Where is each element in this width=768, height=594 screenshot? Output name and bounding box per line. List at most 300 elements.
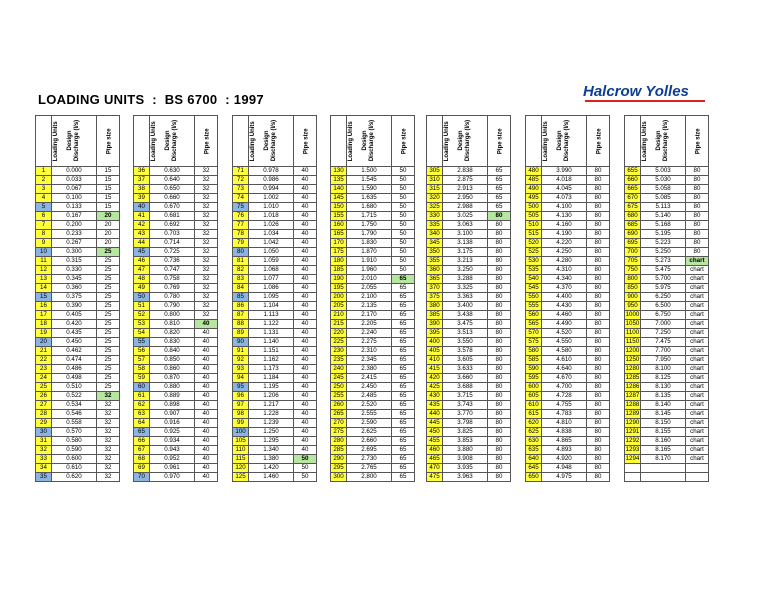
pipe-size-cell: 25 <box>97 284 120 293</box>
design-discharge-cell: 1.010 <box>249 203 294 212</box>
design-discharge-cell: 2.875 <box>443 176 488 185</box>
table-row <box>233 257 317 266</box>
loading-units-cell: 420 <box>427 374 443 383</box>
design-discharge-cell: 3.578 <box>443 347 488 356</box>
design-discharge-cell: 1.113 <box>249 311 294 320</box>
design-discharge-cell: 3.100 <box>443 230 488 239</box>
pipe-size-cell: 32 <box>97 446 120 455</box>
pipe-size-cell: 40 <box>294 212 317 221</box>
pipe-size-cell: 80 <box>488 302 511 311</box>
design-discharge-cell: 1.960 <box>347 266 392 275</box>
loading-units-cell: 54 <box>134 329 150 338</box>
loading-units-cell: 77 <box>233 221 249 230</box>
logo-underline <box>585 100 705 102</box>
pipe-size-cell: 80 <box>488 464 511 473</box>
pipe-size-cell: 25 <box>97 374 120 383</box>
design-discharge-cell: 4.460 <box>542 311 587 320</box>
pipe-size-cell: 32 <box>195 203 218 212</box>
loading-units-cell: 615 <box>526 410 542 419</box>
loading-units-cell: 85 <box>233 293 249 302</box>
pipe-size-cell: 65 <box>488 185 511 194</box>
table-row <box>134 185 218 194</box>
design-discharge-cell: 0.000 <box>52 167 97 176</box>
design-discharge-cell: 0.630 <box>150 167 195 176</box>
design-discharge-cell: 1.380 <box>249 455 294 464</box>
pipe-size-cell: 40 <box>294 185 317 194</box>
table-row <box>36 257 120 266</box>
table-row <box>134 392 218 401</box>
loading-units-cell: 480 <box>526 167 542 176</box>
table-row <box>526 185 610 194</box>
design-discharge-cell: 0.570 <box>52 428 97 437</box>
loading-units-table <box>330 115 415 482</box>
design-discharge-cell: 1.790 <box>347 230 392 239</box>
pipe-size-cell: chart <box>686 347 709 356</box>
loading-units-cell: 64 <box>134 419 150 428</box>
pipe-size-cell: 25 <box>97 320 120 329</box>
table-row <box>331 176 415 185</box>
pipe-size-cell: 50 <box>392 167 415 176</box>
design-discharge-cell: 0.580 <box>52 437 97 446</box>
loading-units-cell: 45 <box>134 248 150 257</box>
pipe-size-cell: 40 <box>294 401 317 410</box>
table-row <box>427 356 511 365</box>
pipe-size-cell: 32 <box>97 392 120 401</box>
table-row <box>625 248 709 257</box>
table-row <box>36 302 120 311</box>
header-design-discharge-label <box>458 120 471 161</box>
loading-units-cell: 91 <box>233 347 249 356</box>
header-loading-units <box>134 116 157 167</box>
pipe-size-cell: chart <box>686 275 709 284</box>
pipe-size-cell: 50 <box>392 230 415 239</box>
pipe-size-cell: 80 <box>587 185 610 194</box>
table-row <box>625 221 709 230</box>
design-discharge-cell: 0.747 <box>150 266 195 275</box>
pipe-size-cell: 65 <box>392 383 415 392</box>
loading-units-cell: 53 <box>134 320 150 329</box>
design-discharge-cell: 0.510 <box>52 383 97 392</box>
design-discharge-cell: 0.534 <box>52 401 97 410</box>
table-row <box>36 446 120 455</box>
design-discharge-cell: 4.580 <box>542 347 587 356</box>
loading-units-cell: 10 <box>36 248 52 257</box>
loading-units-cell: 70 <box>134 473 150 482</box>
design-discharge-cell: 2.010 <box>347 275 392 284</box>
table-row <box>134 239 218 248</box>
loading-units-cell: 335 <box>427 221 443 230</box>
design-discharge-cell: 3.363 <box>443 293 488 302</box>
pipe-size-cell: 25 <box>97 338 120 347</box>
table-row <box>427 221 511 230</box>
design-discharge-cell: 2.590 <box>347 419 392 428</box>
loading-units-cell: 430 <box>427 392 443 401</box>
design-discharge-cell: 8.155 <box>641 428 686 437</box>
pipe-size-cell: 80 <box>488 356 511 365</box>
table-row <box>427 473 511 482</box>
loading-units-cell: 635 <box>526 446 542 455</box>
table-row <box>625 347 709 356</box>
loading-units-cell: 35 <box>36 473 52 482</box>
pipe-size-cell: 20 <box>97 230 120 239</box>
loading-units-cell: 330 <box>427 212 443 221</box>
table-row <box>134 194 218 203</box>
header-design-line: Design <box>458 130 465 151</box>
table-row <box>134 419 218 428</box>
table-row <box>36 329 120 338</box>
table-row <box>331 221 415 230</box>
loading-units-cell: 175 <box>331 248 347 257</box>
table-row <box>625 365 709 374</box>
design-discharge-cell: 1.068 <box>249 266 294 275</box>
table-row <box>331 167 415 176</box>
table-row <box>134 401 218 410</box>
pipe-size-cell: 25 <box>97 365 120 374</box>
loading-units-cell: 660 <box>625 176 641 185</box>
pipe-size-cell: 32 <box>97 473 120 482</box>
table-row <box>36 311 120 320</box>
header-pipe-size <box>686 116 709 167</box>
loading-units-cell: 600 <box>526 383 542 392</box>
design-discharge-cell: 1.635 <box>347 194 392 203</box>
table-row <box>427 437 511 446</box>
table-row <box>331 194 415 203</box>
design-discharge-cell: 2.988 <box>443 203 488 212</box>
loading-units-cell: 690 <box>625 230 641 239</box>
pipe-size-cell: 80 <box>488 365 511 374</box>
table-row <box>331 347 415 356</box>
design-discharge-cell: 4.975 <box>542 473 587 482</box>
pipe-size-cell: 40 <box>195 437 218 446</box>
loading-units-cell: 31 <box>36 437 52 446</box>
loading-units-cell: 200 <box>331 293 347 302</box>
table-row <box>331 320 415 329</box>
design-discharge-cell: 0.820 <box>150 329 195 338</box>
table-row <box>331 212 415 221</box>
table-row <box>233 320 317 329</box>
loading-units-cell: 555 <box>526 302 542 311</box>
table-row <box>233 221 317 230</box>
header-loading-units <box>233 116 256 167</box>
pipe-size-cell: 65 <box>392 356 415 365</box>
table-row <box>526 194 610 203</box>
design-discharge-cell: 0.405 <box>52 311 97 320</box>
table-row <box>36 347 120 356</box>
pipe-size-cell: 50 <box>392 185 415 194</box>
pipe-size-cell: 25 <box>97 257 120 266</box>
loading-units-cell: 545 <box>526 284 542 293</box>
design-discharge-cell: 4.400 <box>542 293 587 302</box>
design-discharge-cell: 1.750 <box>347 221 392 230</box>
design-discharge-cell: 8.145 <box>641 410 686 419</box>
design-discharge-cell: 2.135 <box>347 302 392 311</box>
table-row <box>526 293 610 302</box>
design-discharge-cell: 4.250 <box>542 248 587 257</box>
table-row <box>427 257 511 266</box>
design-discharge-cell: 0.780 <box>150 293 195 302</box>
loading-units-cell: 275 <box>331 428 347 437</box>
header-design-line: Design <box>656 130 663 151</box>
pipe-size-cell: 80 <box>488 383 511 392</box>
loading-units-cell: 110 <box>233 446 249 455</box>
pipe-size-cell: 50 <box>392 176 415 185</box>
table-row <box>233 266 317 275</box>
loading-units-cell: 675 <box>625 203 641 212</box>
loading-units-cell: 220 <box>331 329 347 338</box>
pipe-size-cell: chart <box>686 320 709 329</box>
pipe-size-cell: 65 <box>392 437 415 446</box>
loading-units-cell: 48 <box>134 275 150 284</box>
loading-units-cell: 12 <box>36 266 52 275</box>
header-pipe-size <box>488 116 511 167</box>
loading-units-cell: 95 <box>233 383 249 392</box>
header-pipe-size-label: Pipe size <box>204 128 211 155</box>
loading-units-cell: 41 <box>134 212 150 221</box>
design-discharge-cell: 0.660 <box>150 194 195 203</box>
design-discharge-cell: 8.165 <box>641 446 686 455</box>
pipe-size-cell: 80 <box>587 203 610 212</box>
design-discharge-cell: 0.522 <box>52 392 97 401</box>
loading-units-cell: 160 <box>331 221 347 230</box>
table-row <box>625 428 709 437</box>
pipe-size-cell: 50 <box>392 266 415 275</box>
pipe-size-cell: 25 <box>97 329 120 338</box>
design-discharge-cell: 0.758 <box>150 275 195 284</box>
pipe-size-cell: 15 <box>97 167 120 176</box>
pipe-size-cell: 80 <box>587 455 610 464</box>
table-row <box>134 221 218 230</box>
design-discharge-cell: 2.950 <box>443 194 488 203</box>
design-discharge-cell: 3.908 <box>443 455 488 464</box>
design-discharge-cell: 4.490 <box>542 320 587 329</box>
design-discharge-cell: 4.948 <box>542 464 587 473</box>
table-row <box>427 203 511 212</box>
table-row <box>134 338 218 347</box>
table-row <box>526 383 610 392</box>
table-row <box>134 248 218 257</box>
loading-units-cell: 500 <box>526 203 542 212</box>
table-row <box>427 410 511 419</box>
pipe-size-cell: chart <box>686 302 709 311</box>
table-row <box>427 311 511 320</box>
pipe-size-cell: 50 <box>392 221 415 230</box>
loading-units-cell: 51 <box>134 302 150 311</box>
table-row <box>331 293 415 302</box>
table-row <box>625 374 709 383</box>
loading-units-cell: 81 <box>233 257 249 266</box>
design-discharge-cell: 0.907 <box>150 410 195 419</box>
design-discharge-cell: 0.590 <box>52 446 97 455</box>
pipe-size-cell: 25 <box>97 266 120 275</box>
pipe-size-cell: 40 <box>294 302 317 311</box>
table-row <box>427 428 511 437</box>
table-row <box>134 446 218 455</box>
table-row <box>427 176 511 185</box>
design-discharge-cell: 1.104 <box>249 302 294 311</box>
table-row <box>625 275 709 284</box>
design-discharge-cell: 2.240 <box>347 329 392 338</box>
table-row <box>233 401 317 410</box>
table-row <box>331 356 415 365</box>
design-discharge-cell: 0.769 <box>150 284 195 293</box>
pipe-size-cell: 80 <box>686 212 709 221</box>
loading-units-table <box>232 115 317 482</box>
pipe-size-cell: 40 <box>195 329 218 338</box>
table-row <box>526 437 610 446</box>
loading-units-cell: 285 <box>331 446 347 455</box>
loading-units-cell: 550 <box>526 293 542 302</box>
pipe-size-cell: 80 <box>587 428 610 437</box>
table-row <box>625 167 709 176</box>
pipe-size-cell: 32 <box>195 284 218 293</box>
table-row <box>625 311 709 320</box>
design-discharge-cell: 4.280 <box>542 257 587 266</box>
table-row <box>233 338 317 347</box>
design-discharge-cell: 5.030 <box>641 176 686 185</box>
loading-units-cell: 670 <box>625 194 641 203</box>
loading-units-cell: 300 <box>331 473 347 482</box>
design-discharge-cell: 3.250 <box>443 266 488 275</box>
design-discharge-cell: 0.450 <box>52 338 97 347</box>
pipe-size-cell: 40 <box>294 275 317 284</box>
design-discharge-cell: 3.325 <box>443 284 488 293</box>
loading-units-cell: 680 <box>625 212 641 221</box>
header-pipe-size-label: Pipe size <box>401 128 408 155</box>
table-row <box>526 311 610 320</box>
design-discharge-cell: 0.880 <box>150 383 195 392</box>
table-row <box>134 266 218 275</box>
design-discharge-cell: 2.838 <box>443 167 488 176</box>
table-row <box>233 311 317 320</box>
design-discharge-cell: 0.435 <box>52 329 97 338</box>
pipe-size-cell: 65 <box>392 338 415 347</box>
table-row <box>134 257 218 266</box>
design-discharge-cell: 5.975 <box>641 284 686 293</box>
table-row <box>233 464 317 473</box>
pipe-size-cell: 80 <box>488 266 511 275</box>
table-row <box>36 275 120 284</box>
pipe-size-cell: 80 <box>587 437 610 446</box>
design-discharge-cell: 0.330 <box>52 266 97 275</box>
header-pipe-size <box>294 116 317 167</box>
design-discharge-cell: 3.743 <box>443 401 488 410</box>
design-discharge-cell: 1.151 <box>249 347 294 356</box>
design-discharge-cell: 1.140 <box>249 338 294 347</box>
design-discharge-cell: 3.025 <box>443 212 488 221</box>
loading-units-cell: 57 <box>134 356 150 365</box>
design-discharge-cell: 3.475 <box>443 320 488 329</box>
design-discharge-cell: 2.345 <box>347 356 392 365</box>
loading-units-cell: 240 <box>331 365 347 374</box>
design-discharge-cell: 3.063 <box>443 221 488 230</box>
loading-units-cell: 58 <box>134 365 150 374</box>
loading-units-cell: 465 <box>427 455 443 464</box>
loading-units-cell: 94 <box>233 374 249 383</box>
design-discharge-cell: 0.558 <box>52 419 97 428</box>
table-row <box>427 374 511 383</box>
design-discharge-cell: 0.925 <box>150 428 195 437</box>
table-row <box>233 329 317 338</box>
pipe-size-cell: 40 <box>195 320 218 329</box>
loading-units-cell: 125 <box>233 473 249 482</box>
header-row <box>526 116 610 167</box>
design-discharge-cell: 8.125 <box>641 374 686 383</box>
header-pipe-size-label: Pipe size <box>497 128 504 155</box>
design-discharge-cell: 0.943 <box>150 446 195 455</box>
design-discharge-cell: 0.830 <box>150 338 195 347</box>
pipe-size-cell: 80 <box>587 464 610 473</box>
header-loading-units <box>427 116 450 167</box>
design-discharge-cell: 3.880 <box>443 446 488 455</box>
table-row <box>526 374 610 383</box>
pipe-size-cell: 32 <box>195 275 218 284</box>
pipe-size-cell: 80 <box>686 167 709 176</box>
pipe-size-cell: 65 <box>392 473 415 482</box>
pipe-size-cell: 65 <box>392 455 415 464</box>
table-row <box>625 320 709 329</box>
table-row <box>233 446 317 455</box>
table-row <box>134 473 218 482</box>
pipe-size-cell: 50 <box>392 239 415 248</box>
pipe-size-cell: 50 <box>392 194 415 203</box>
loading-units-cell: 1293 <box>625 446 640 453</box>
design-discharge-cell: 7.000 <box>641 320 686 329</box>
design-discharge-cell: 0.233 <box>52 230 97 239</box>
loading-units-cell <box>625 464 641 473</box>
loading-units-cell: 38 <box>134 185 150 194</box>
pipe-size-cell: 40 <box>294 194 317 203</box>
table-row <box>427 347 511 356</box>
design-discharge-cell: 8.140 <box>641 401 686 410</box>
loading-units-cell: 11 <box>36 257 52 266</box>
design-discharge-cell: 3.963 <box>443 473 488 482</box>
design-discharge-cell: 4.018 <box>542 176 587 185</box>
design-discharge-cell: 1.228 <box>249 410 294 419</box>
pipe-size-cell: 65 <box>392 311 415 320</box>
pipe-size-cell: 80 <box>488 311 511 320</box>
loading-units-cell: 685 <box>625 221 641 230</box>
loading-units-cell: 37 <box>134 176 150 185</box>
loading-units-table <box>133 115 218 482</box>
loading-units-cell: 1280 <box>625 365 640 372</box>
design-discharge-cell: 0.692 <box>150 221 195 230</box>
table-row <box>134 302 218 311</box>
loading-units-cell: 71 <box>233 167 249 176</box>
pipe-size-cell: 40 <box>195 356 218 365</box>
loading-units-cell: 1292 <box>625 437 640 444</box>
table-row <box>36 266 120 275</box>
header-row <box>427 116 511 167</box>
design-discharge-cell: 1.680 <box>347 203 392 212</box>
table-row <box>233 428 317 437</box>
table-block-2 <box>133 115 218 482</box>
table-row <box>134 464 218 473</box>
loading-units-cell: 320 <box>427 194 443 203</box>
table-row <box>331 401 415 410</box>
pipe-size-cell: 80 <box>587 257 610 266</box>
design-discharge-cell: 2.380 <box>347 365 392 374</box>
pipe-size-cell: 40 <box>294 167 317 176</box>
table-row <box>526 410 610 419</box>
pipe-size-cell: 80 <box>587 275 610 284</box>
design-discharge-cell: 2.100 <box>347 293 392 302</box>
loading-units-cell: 74 <box>233 194 249 203</box>
table-row <box>36 392 120 401</box>
loading-units-cell: 4 <box>36 194 52 203</box>
table-row <box>625 446 709 455</box>
table-block-4 <box>330 115 415 482</box>
loading-units-cell: 700 <box>625 248 641 257</box>
